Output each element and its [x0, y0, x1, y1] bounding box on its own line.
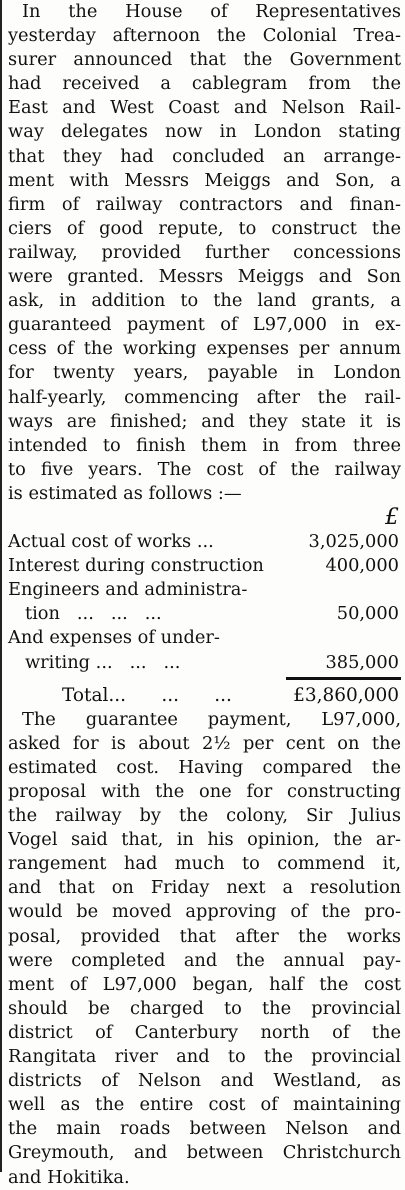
text-line: railway, provided further concessions: [8, 241, 401, 263]
text-line: ask, in addition to the land grants, a: [8, 290, 401, 312]
text-line: East and West Coast and Nelson Rail-: [8, 97, 401, 119]
cost-label: Actual cost of works ...: [8, 531, 214, 553]
text-line: asked for is about 2½ per cent on the: [8, 732, 401, 754]
cost-value: 50,000: [336, 603, 399, 625]
cost-value: [399, 626, 401, 650]
text-line: way delegates now in London stating: [8, 121, 401, 143]
currency-header: [8, 506, 401, 530]
text-line: Rangitata river and to the provincial: [8, 1046, 401, 1068]
text-line: and Hokitika.: [8, 1166, 130, 1188]
cost-row: [8, 578, 401, 602]
total-value: £3,860,000: [293, 684, 399, 706]
cost-label: And expenses of under-: [8, 627, 220, 649]
text-line: would be moved approving of the pro-: [8, 901, 401, 923]
text-line: posal, provided that after the works: [8, 925, 401, 947]
cost-row: [8, 530, 401, 554]
cost-table: [8, 506, 401, 708]
cost-label: writing ... ... ...: [8, 651, 181, 673]
total-rule: [286, 677, 401, 680]
text-line: district of Canterbury north of the: [8, 1021, 401, 1043]
paragraph-1: [8, 0, 401, 506]
text-line: that they had concluded an arrange-: [8, 145, 401, 167]
cost-label: tion ... ... ...: [8, 603, 162, 625]
cost-row: [8, 602, 401, 626]
cost-row: [8, 554, 401, 578]
cost-value: 400,000: [325, 555, 399, 577]
text-line: is estimated as follows :—: [8, 482, 242, 504]
text-line: The guarantee payment, L97,000,: [22, 708, 401, 730]
cost-value: 385,000: [325, 651, 399, 673]
cost-value: [399, 578, 401, 602]
text-line: districts of Nelson and Westland, as: [8, 1070, 401, 1092]
text-line: half-yearly, commencing after the rail-: [8, 386, 401, 408]
text-line: the railway by the colony, Sir Julius: [8, 805, 401, 827]
total-label: Total... ... ...: [62, 684, 232, 706]
text-line: ment of L97,000 began, half the cost: [8, 973, 401, 995]
cost-row: [8, 626, 401, 650]
text-line: firm of railway contractors and finan-: [8, 193, 401, 215]
total-row: [8, 684, 401, 708]
cost-value: 3,025,000: [308, 531, 399, 553]
cost-label: Interest during construction: [8, 555, 264, 577]
text-line: estimated cost. Having compared the: [8, 756, 401, 778]
text-line: Greymouth, and between Christchurch: [8, 1142, 401, 1164]
text-line: to five years. The cost of the railway: [8, 458, 401, 480]
text-line: were completed and the annual pay-: [8, 949, 401, 971]
currency-symbol: £: [385, 504, 399, 530]
text-line: ciers of good repute, to construct the: [8, 217, 401, 239]
text-line: intended to finish them in from three: [8, 434, 401, 456]
text-line: rangement had much to commend it,: [8, 853, 401, 875]
cost-row: [8, 651, 401, 675]
text-line: for twenty years, payable in London: [8, 362, 401, 384]
text-line: were granted. Messrs Meiggs and Son: [8, 266, 401, 288]
text-line: guaranteed payment of L97,000 in ex-: [8, 314, 401, 336]
text-line: cess of the working expenses per annum: [8, 338, 401, 360]
cost-label: Engineers and administra-: [8, 579, 248, 601]
text-line: ways are finished; and they state it is: [8, 410, 401, 432]
text-line: In the House of Representatives: [22, 1, 401, 22]
paragraph-2: [8, 708, 401, 1190]
text-line: ment with Messrs Meiggs and Son, a: [8, 169, 401, 191]
text-line: had received a cablegram from the: [8, 73, 401, 95]
text-line: yesterday afternoon the Colonial Trea-: [8, 25, 401, 47]
text-line: the main roads between Nelson and: [8, 1118, 401, 1140]
text-line: should be charged to the provincial: [8, 997, 401, 1019]
text-line: Vogel said that, in his opinion, the ar-: [8, 829, 401, 851]
text-line: well as the entire cost of maintaining: [8, 1094, 401, 1116]
text-line: surer announced that the Government: [8, 49, 401, 71]
text-line: and that on Friday next a resolution: [8, 877, 401, 899]
text-line: proposal with the one for constructing: [8, 781, 401, 802]
